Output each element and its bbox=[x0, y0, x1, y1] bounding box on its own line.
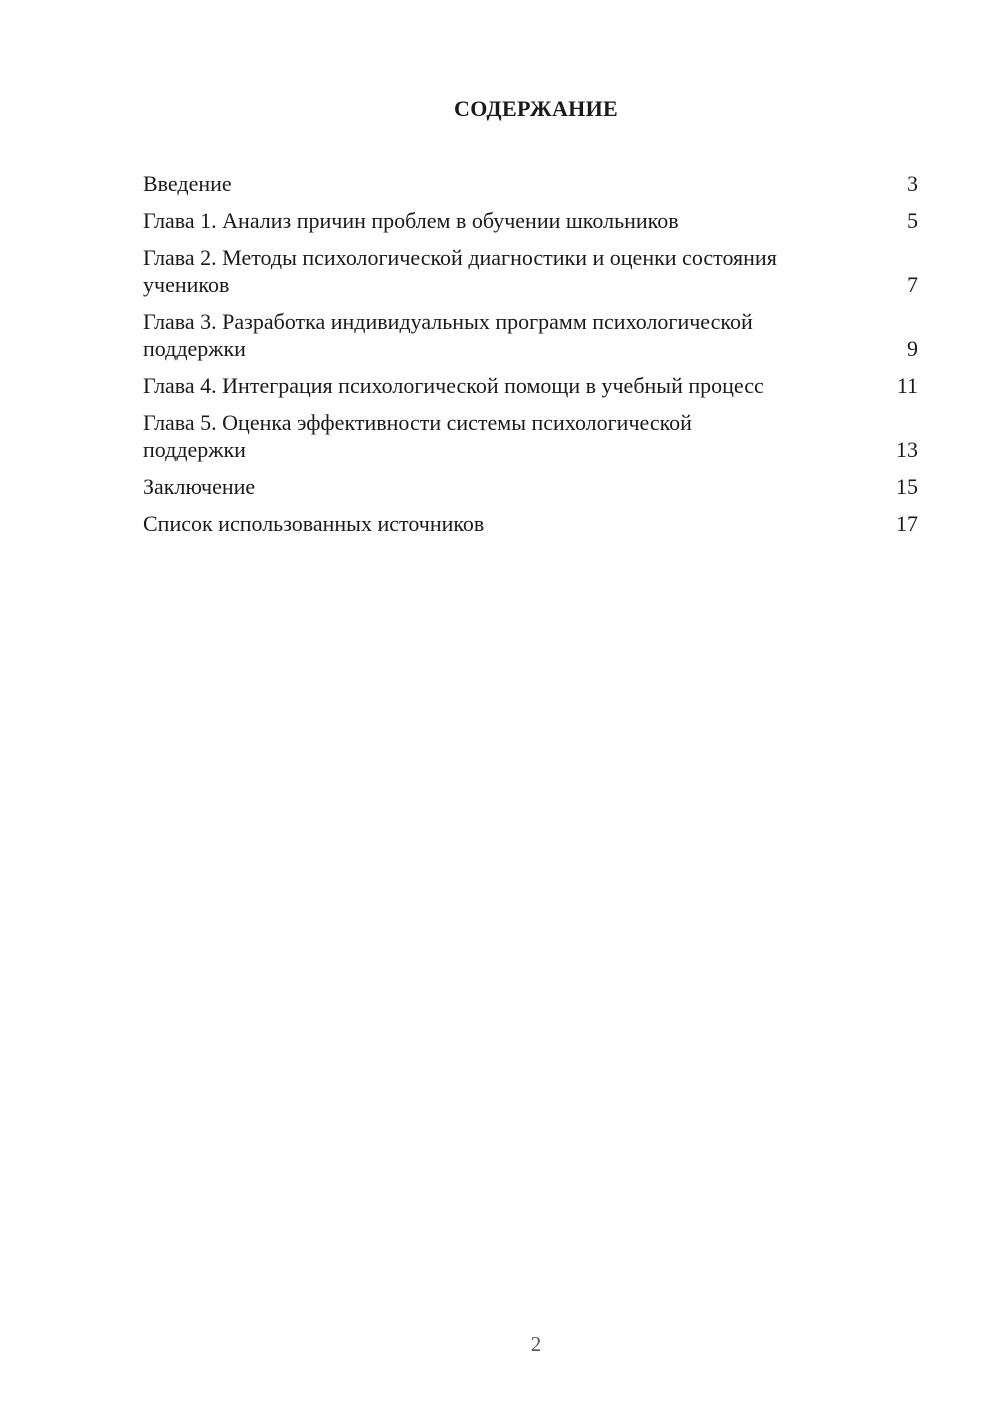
toc-entry bbox=[143, 409, 918, 463]
toc-entry bbox=[143, 207, 918, 234]
toc-entry-title: Глава 3. Разработка индивидуальных программ психологической поддержки bbox=[143, 309, 753, 361]
toc-entry-title: Список использованных источников bbox=[143, 511, 485, 536]
page-title: СОДЕРЖАНИЕ bbox=[454, 96, 618, 121]
table-of-contents bbox=[143, 170, 918, 547]
toc-entry-title: Введение bbox=[143, 171, 232, 196]
toc-entry bbox=[143, 170, 918, 197]
toc-entry-page: 11 bbox=[896, 373, 918, 398]
toc-entry-title: Глава 4. Интеграция психологической помощи в учебный процесс bbox=[143, 373, 764, 398]
toc-entry bbox=[143, 473, 918, 500]
toc-entry bbox=[143, 308, 918, 362]
toc-entry-page: 5 bbox=[907, 208, 918, 233]
toc-entry-title: Глава 5. Оценка эффективности системы психологической поддержки bbox=[143, 410, 692, 462]
toc-entry bbox=[143, 510, 918, 537]
toc-entry-title: Глава 2. Методы психологической диагностики и оценки состояния учеников bbox=[143, 245, 777, 297]
toc-entry-page: 7 bbox=[907, 272, 918, 297]
toc-entry-title: Заключение bbox=[143, 474, 256, 499]
page-number: 2 bbox=[530, 1332, 542, 1356]
toc-entry-title: Глава 1. Анализ причин проблем в обучении школьников bbox=[143, 208, 679, 233]
toc-entry bbox=[143, 372, 918, 399]
toc-entry-page: 13 bbox=[896, 437, 918, 462]
toc-entry-page: 15 bbox=[896, 474, 918, 499]
toc-entry-page: 17 bbox=[896, 511, 918, 536]
toc-entry bbox=[143, 244, 918, 298]
toc-entry-page: 9 bbox=[907, 336, 918, 361]
toc-entry-page: 3 bbox=[907, 171, 918, 196]
